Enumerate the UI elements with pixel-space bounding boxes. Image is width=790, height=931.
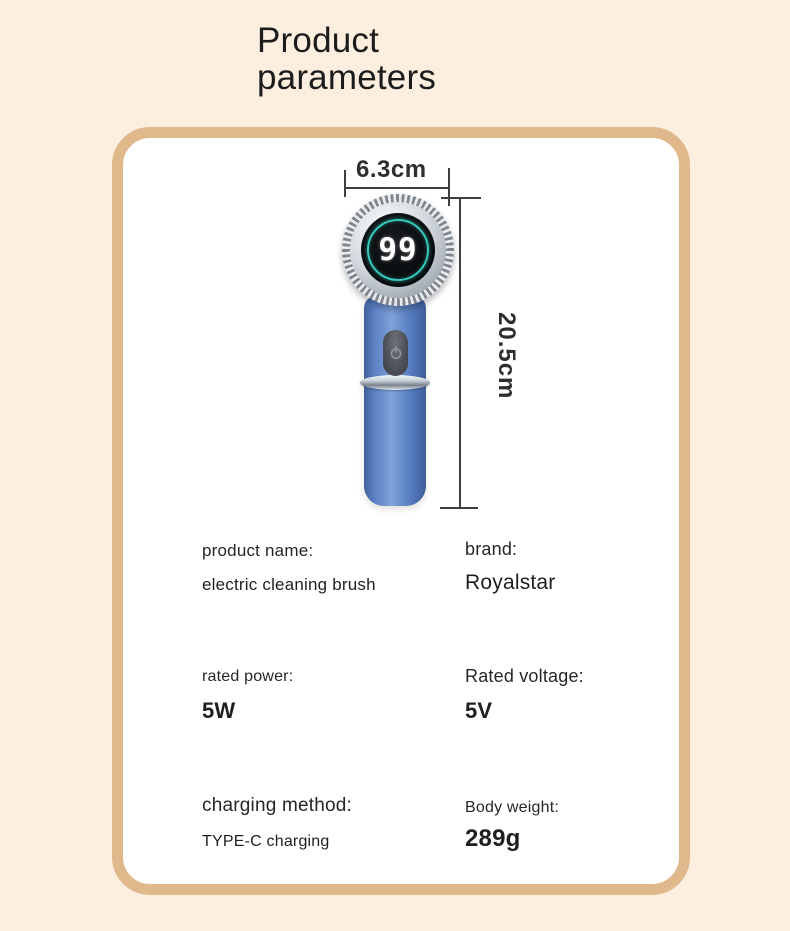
spec-value: Royalstar [465, 571, 556, 594]
height-dimension-tick-top [441, 197, 481, 199]
height-dimension-line [459, 197, 461, 509]
spec-label: charging method: [202, 795, 353, 816]
spec-value: 5W [202, 698, 236, 723]
display-teal-ring [367, 219, 429, 281]
spec-value: TYPE-C charging [202, 833, 330, 850]
device-chrome-band [360, 375, 430, 390]
spec-body-weight [465, 799, 559, 853]
spec-value: 289g [465, 825, 521, 852]
width-dimension-line [344, 187, 450, 189]
power-icon [389, 346, 403, 360]
power-button [383, 330, 408, 376]
spec-charging-method [202, 795, 352, 851]
spec-label: rated power: [202, 668, 294, 685]
page-title: Product parameters [257, 21, 437, 98]
spec-value: 5V [465, 698, 493, 723]
display-value: 99 [378, 231, 418, 268]
width-dimension-label: 6.3cm [356, 156, 427, 183]
device-body [364, 296, 426, 506]
height-dimension-tick-bottom [440, 507, 478, 509]
height-dimension-label: 20.5cm [493, 312, 520, 400]
width-dimension-tick-left [344, 170, 346, 197]
spec-rated-power [202, 668, 293, 724]
spec-label: Rated voltage: [465, 666, 584, 686]
spec-label: Body weight: [465, 799, 560, 816]
spec-rated-voltage [465, 666, 584, 724]
device-head-bezel [342, 194, 454, 306]
spec-label: product name: [202, 541, 314, 560]
spec-label: brand: [465, 539, 518, 559]
spec-value: electric cleaning brush [202, 575, 376, 594]
spec-brand [465, 539, 556, 595]
width-dimension-tick-right [448, 168, 450, 206]
digital-display [361, 213, 435, 287]
spec-product-name [202, 541, 376, 595]
